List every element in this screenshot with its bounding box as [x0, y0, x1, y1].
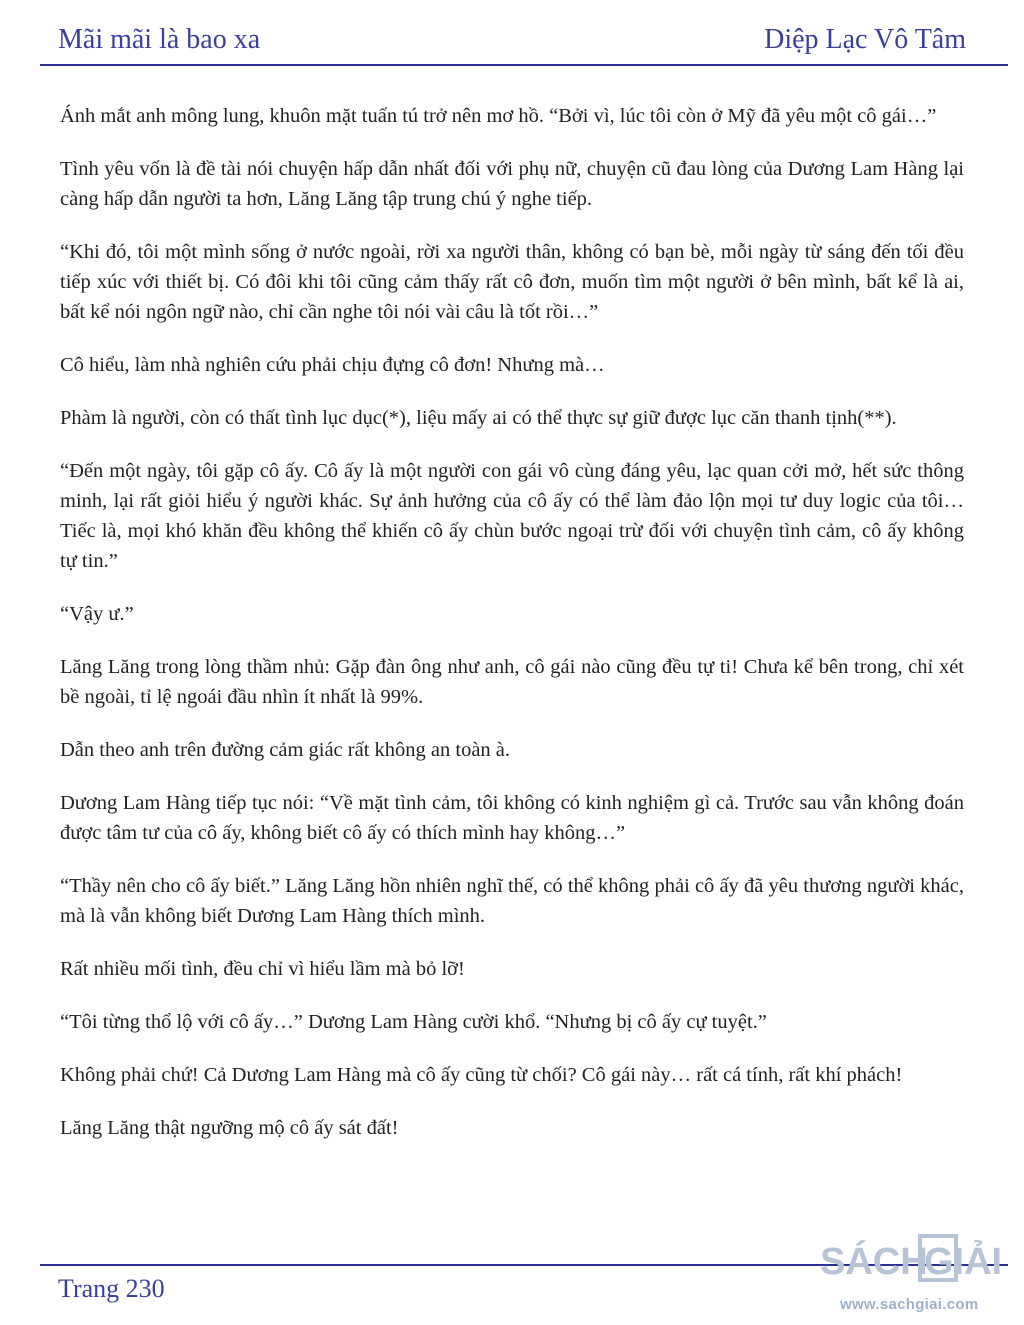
paragraph: Lăng Lăng trong lòng thầm nhủ: Gặp đàn ông như anh, cô gái nào cũng đều tự ti! Chưa kể bên trong, chỉ xét bề ngoài, tỉ lệ ngoái đầu nhìn ít nhất là 99%. [60, 656, 964, 708]
logo-text-left: SÁCH [820, 1241, 928, 1283]
paragraph: Ánh mắt anh mông lung, khuôn mặt tuấn tú trở nên mơ hồ. “Bởi vì, lúc tôi còn ở Mỹ đã yêu một cô gái…” [60, 105, 937, 127]
logo-text-right: GIẢI [924, 1241, 1003, 1283]
paragraph: Lăng Lăng thật ngưỡng mộ cô ấy sát đất! [60, 1117, 399, 1139]
sachgiai-logo [820, 1228, 1020, 1292]
page-content [60, 101, 964, 1166]
page-header [0, 0, 1024, 68]
paragraph: “Thầy nên cho cô ấy biết.” Lăng Lăng hồn nhiên nghĩ thế, có thể không phải cô ấy đã yêu thương người khác, mà là vẫn không biết Dương Lam Hàng thích mình. [60, 875, 964, 927]
paragraph: Rất nhiều mối tình, đều chỉ vì hiểu lầm mà bỏ lỡ! [60, 958, 465, 980]
paragraph: Tình yêu vốn là đề tài nói chuyện hấp dẫn nhất đối với phụ nữ, chuyện cũ đau lòng của Dương Lam Hàng lại càng hấp dẫn người ta hơn, Lăng Lăng tập trung chú ý nghe tiếp. [60, 158, 964, 210]
paragraph: Không phải chứ! Cả Dương Lam Hàng mà cô ấy cũng từ chối? Cô gái này… rất cá tính, rất khí phách! [60, 1064, 903, 1086]
paragraph: Cô hiểu, làm nhà nghiên cứu phải chịu đựng cô đơn! Nhưng mà… [60, 354, 605, 376]
book-title: Mãi mãi là bao xa [58, 24, 261, 55]
author-name: Diệp Lạc Vô Tâm [764, 24, 966, 55]
page-number: Trang 230 [58, 1274, 165, 1303]
paragraph: “Tôi từng thổ lộ với cô ấy…” Dương Lam Hàng cười khổ. “Nhưng bị cô ấy cự tuyệt.” [60, 1011, 767, 1033]
watermark-url: www.sachgiai.com [840, 1296, 979, 1313]
paragraph: Phàm là người, còn có thất tình lục dục(*), liệu mấy ai có thể thực sự giữ được lục căn thanh tịnh(**). [60, 407, 897, 429]
paragraph: “Đến một ngày, tôi gặp cô ấy. Cô ấy là một người con gái vô cùng đáng yêu, lạc quan cởi mở, hết sức thông minh, lại rất giỏi hiểu ý người khác. Sự ảnh hưởng của cô ấy có thể làm đảo lộn mọi tư duy logic của tôi… Tiếc là, mọi khó khăn đều không thể khiến cô ấy chùn bước ngoại trừ đối với chuyện tình cảm, cô ấy không tự tin.” [60, 460, 964, 572]
paragraph: “Vậy ư.” [60, 603, 134, 625]
paragraph: “Khi đó, tôi một mình sống ở nước ngoài, rời xa người thân, không có bạn bè, mỗi ngày từ sáng đến tối đều tiếp xúc với thiết bị. Có đôi khi tôi cũng cảm thấy rất cô đơn, muốn tìm một người ở bên mình, bất kể là ai, bất kể nói ngôn ngữ nào, chỉ cần nghe tôi nói vài câu là tốt rồi…” [60, 241, 964, 323]
paragraph: Dương Lam Hàng tiếp tục nói: “Về mặt tình cảm, tôi không có kinh nghiệm gì cả. Trước sau vẫn không đoán được tâm tư của cô ấy, không biết cô ấy có thích mình hay không…” [60, 792, 964, 844]
paragraph: Dẫn theo anh trên đường cảm giác rất không an toàn à. [60, 739, 511, 761]
header-divider [40, 64, 1008, 66]
